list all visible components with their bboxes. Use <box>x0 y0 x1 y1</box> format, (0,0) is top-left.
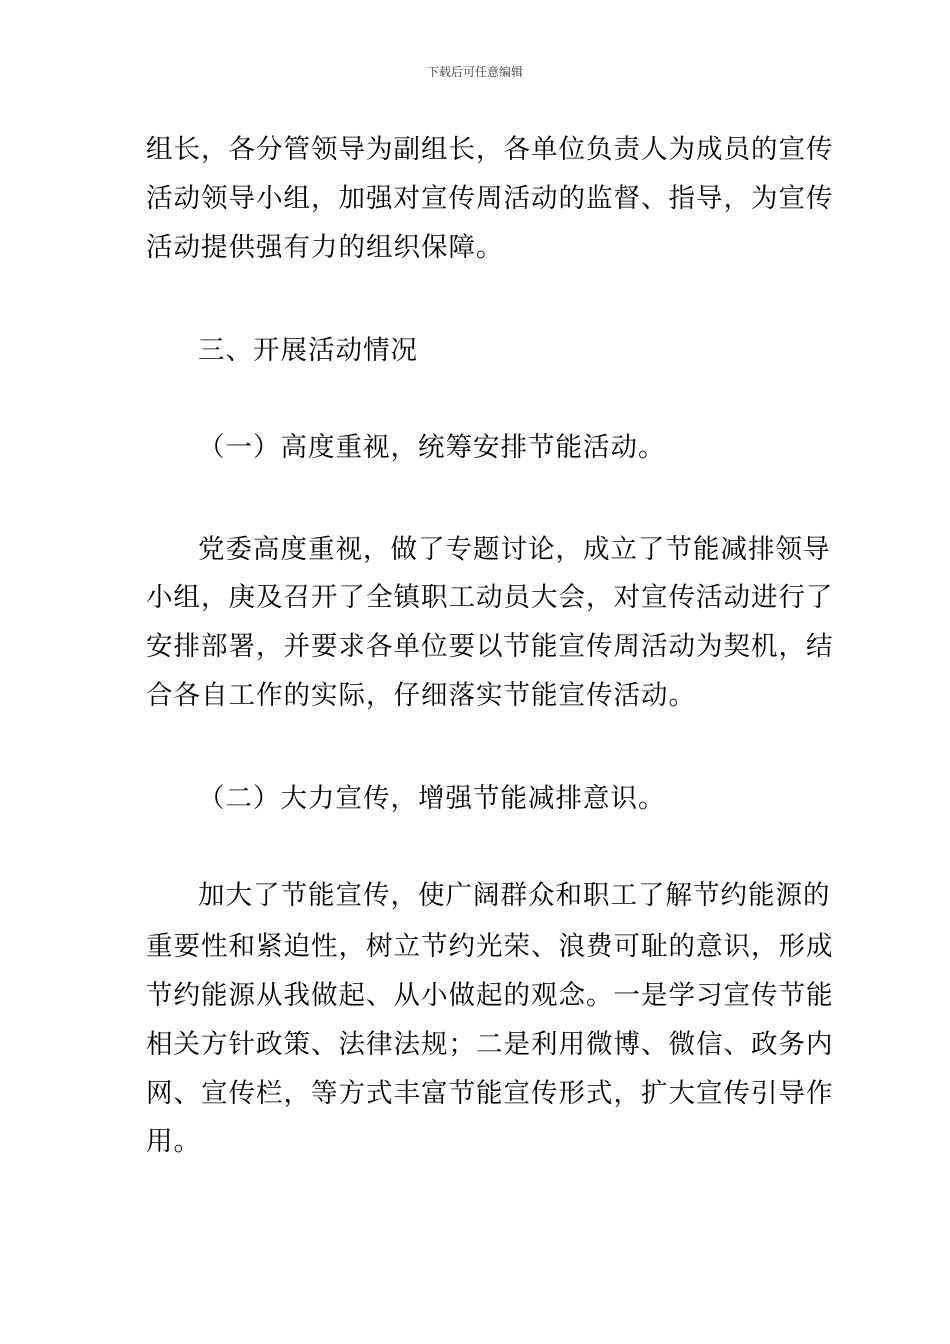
paragraph-line: 加大了节能宣传，使广阔群众和职工了解节约能源的 <box>198 880 831 911</box>
paragraph-line: 党委高度重视，做了专题讨论，成立了节能减排领导 <box>198 534 831 565</box>
paragraph-line: 活动提供强有力的组织保障。 <box>146 232 504 263</box>
section-heading-3: 三、开展活动情况 <box>198 335 418 366</box>
paragraph-line: 活动领导小组，加强对宣传周活动的监督、指导，为宣传 <box>146 183 834 214</box>
paragraph-line: 重要性和紧迫性，树立节约光荣、浪费可耻的意识，形成 <box>146 931 834 962</box>
paragraph-line: 合各自工作的实际，仔细落实节能宣传活动。 <box>146 680 696 711</box>
paragraph-line: 用。 <box>146 1126 201 1157</box>
paragraph-line: 组长，各分管领导为副组长，各单位负责人为成员的宣传 <box>146 134 834 165</box>
paragraph-line: 小组，庚及召开了全镇职工动员大会，对宣传活动进行了 <box>146 582 834 613</box>
paragraph-line: 安排部署，并要求各单位要以节能宣传周活动为契机，结 <box>146 631 834 662</box>
paragraph-line: 节约能源从我做起、从小做起的观念。一是学习宣传节能 <box>146 980 834 1011</box>
paragraph-line: 相关方针政策、法律法规；二是利用微博、微信、政务内 <box>146 1029 834 1060</box>
subheading-1: （一）高度重视，统筹安排节能活动。 <box>198 432 666 463</box>
paragraph-line: 网、宣传栏，等方式丰富节能宣传形式，扩大宣传引导作 <box>146 1078 834 1109</box>
header-note: 下载后可任意编辑 <box>426 65 523 79</box>
subheading-2: （二）大力宣传，增强节能减排意识。 <box>198 783 666 814</box>
